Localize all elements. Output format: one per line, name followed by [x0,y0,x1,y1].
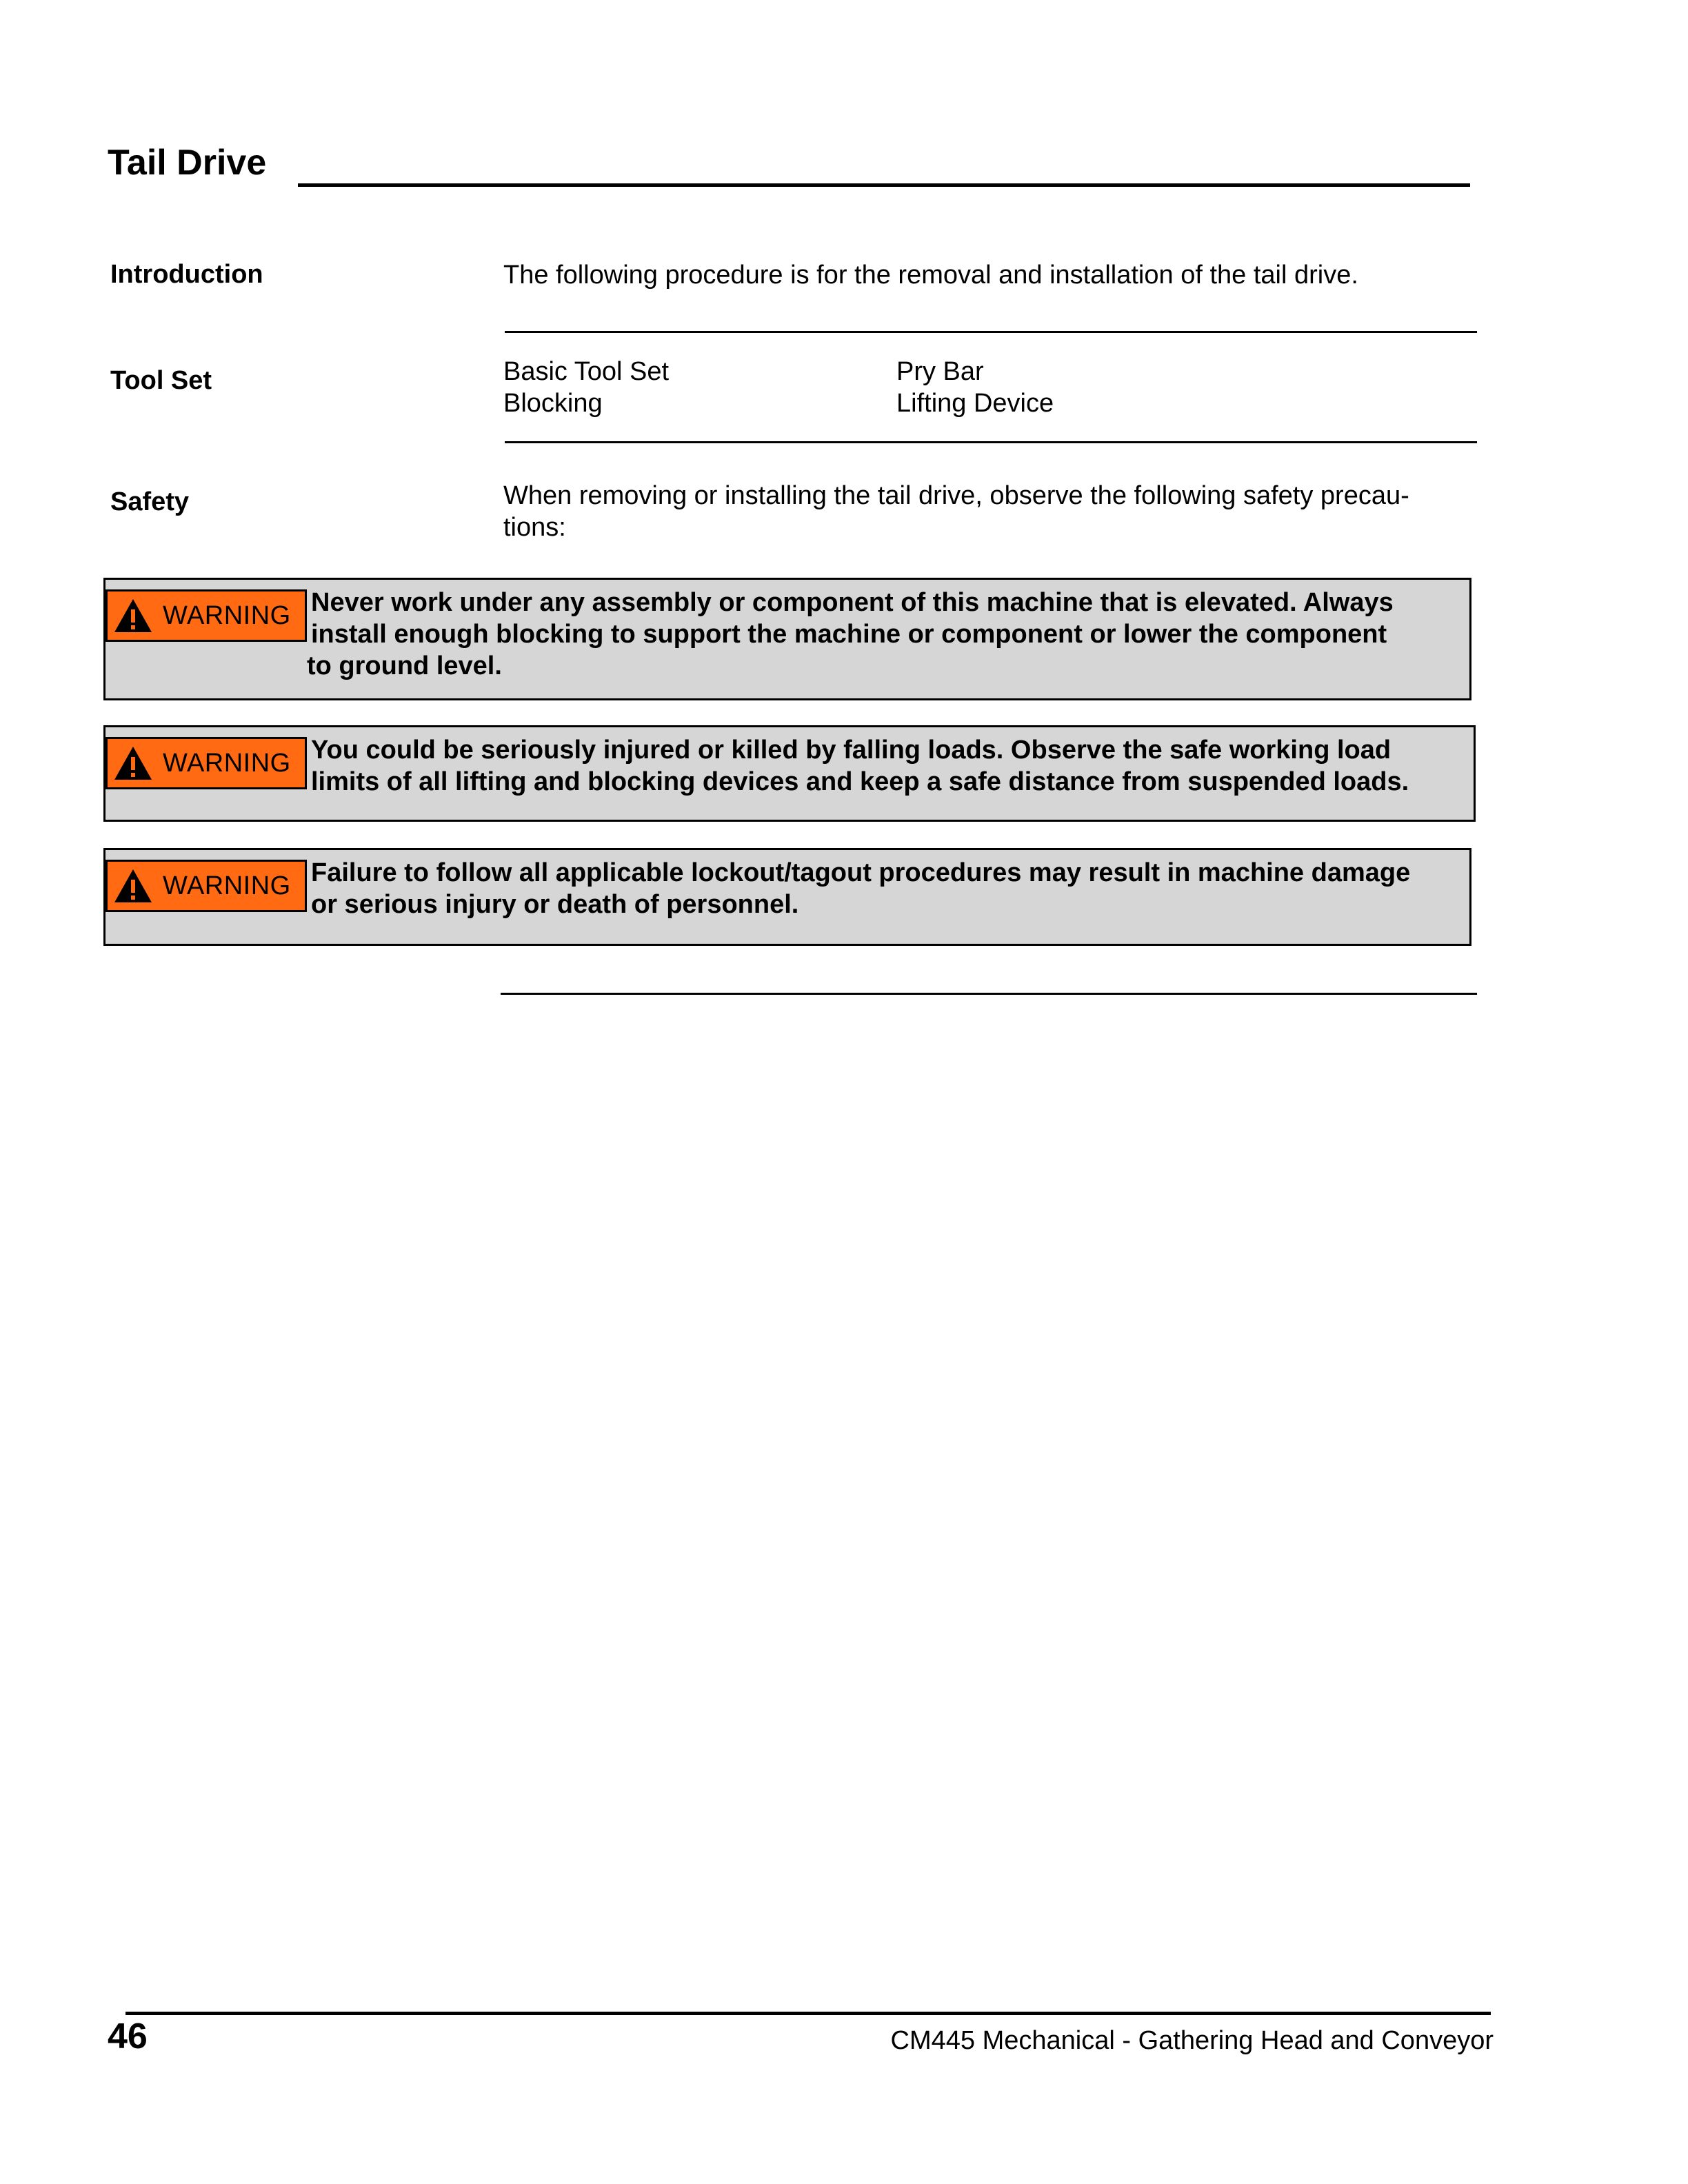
tool-item: Blocking [503,389,603,418]
tool-list-left [503,356,669,419]
warning-message-line: Failure to follow all applicable lockout/tagout procedures may result in machine damage [311,858,1411,887]
divider-rule [505,441,1477,443]
safety-text [503,480,1483,543]
warning-message-line: You could be seriously injured or killed by falling loads. Observe the safe working load [311,736,1391,765]
warning-message [311,734,1464,798]
footer-rule [125,2012,1491,2015]
title-rule [298,183,1470,187]
introduction-label: Introduction [110,260,263,289]
safety-label: Safety [110,487,190,516]
warning-triangle-icon [113,598,153,634]
page-title: Tail Drive [108,143,267,183]
warning-box [103,725,1476,822]
tool-item: Pry Bar [896,357,984,386]
warning-badge [106,860,307,912]
introduction-text: The following procedure is for the removal and installation of the tail drive. [503,261,1358,290]
tool-set-label: Tool Set [110,366,212,395]
safety-text-line: tions: [503,513,566,542]
safety-text-line: When removing or installing the tail drive, observe the following safety precau- [503,481,1409,510]
footer-document-title: CM445 Mechanical - Gathering Head and Conveyor [890,2026,1494,2055]
warning-badge [106,737,307,789]
page-number: 46 [108,2016,148,2056]
divider-rule [505,331,1477,333]
warning-triangle-icon [113,868,153,904]
divider-rule [501,993,1477,995]
warning-message [311,857,1460,920]
warning-box [103,578,1471,700]
warning-message-line: limits of all lifting and blocking devices and keep a safe distance from suspended loads. [311,767,1409,796]
warning-message-line: to ground level. [307,651,502,680]
warning-label: WARNING [163,600,291,630]
tool-item: Basic Tool Set [503,357,670,386]
warning-badge [106,589,307,642]
tool-list-right [896,356,1054,419]
warning-message [307,587,1460,682]
warning-label: WARNING [163,748,291,778]
warning-message-line: Never work under any assembly or component of this machine that is elevated. Always [311,588,1394,617]
warning-message-line: or serious injury or death of personnel. [311,890,799,919]
warning-box [103,848,1471,946]
warning-message-line: install enough blocking to support the machine or component or lower the component [311,620,1387,649]
tool-item: Lifting Device [896,389,1054,418]
warning-triangle-icon [113,745,153,781]
warning-label: WARNING [163,871,291,900]
